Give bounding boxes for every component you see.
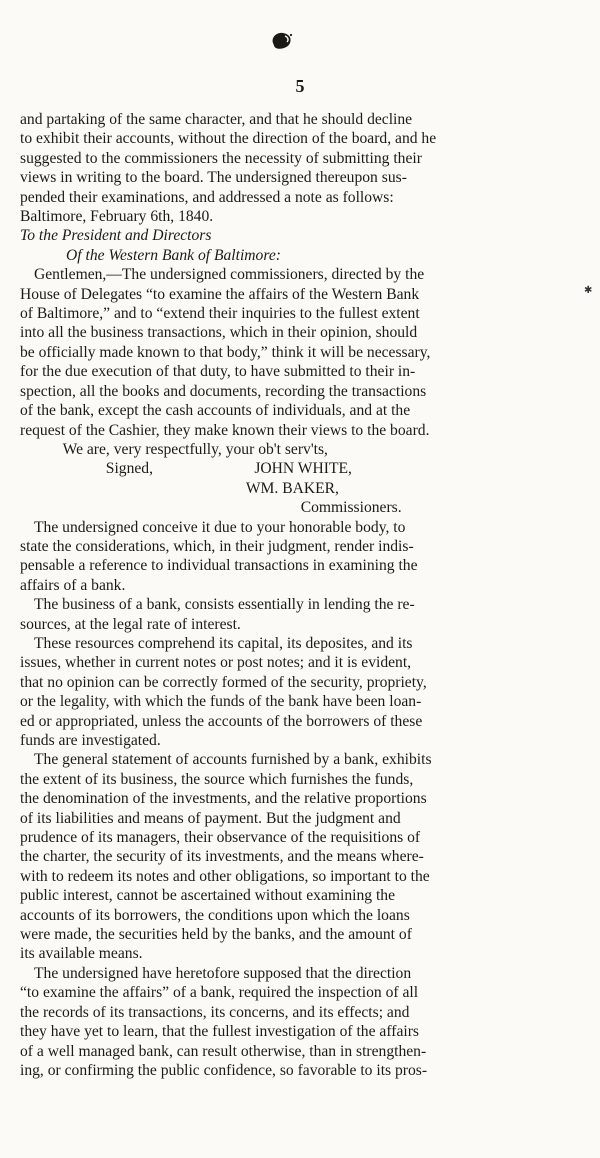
text-block [20,246,524,265]
page-number: 5 [295,76,305,96]
text-line: that no opinion can be correctly formed of the security, propriety, [20,673,427,691]
text-line: request of the Cashier, they make known their views to the board. [20,421,430,439]
text-line: Gentlemen,—The undersigned commissioners, directed by the [34,266,425,284]
text-line: of Baltimore,” and to “extend their inquiries to the fullest extent [20,305,420,323]
text-line: of its liabilities and means of payment. But the judgment and [20,809,401,827]
text-line: pensable a reference to individual transactions in examining the [20,557,418,575]
text-line: ing, or confirming the public confidence, so favorable to its pros- [20,1061,428,1079]
text-line: of a well managed bank, can result otherwise, than in strengthen- [20,1042,427,1060]
text-line: the denomination of the investments, and the relative proportions [20,790,427,808]
text-line: sources, at the legal rate of interest. [20,615,241,633]
text-line: WM. BAKER, [20,479,339,497]
text-line: the extent of its business, the source which furnishes the funds, [20,770,414,788]
text-line: Of the Western Bank of Baltimore: [66,246,281,264]
text-block [20,964,524,1080]
text-line: The general statement of accounts furnished by a bank, exhibits [34,751,432,769]
body-text [20,110,524,1080]
text-line: for the due execution of that duty, to have submitted to their in- [20,363,416,381]
text-block [20,634,524,750]
text-block [20,750,524,963]
text-line: be officially made known to that body,” think it will be necessary, [20,343,431,361]
text-line: spection, all the books and documents, recording the transactions [20,382,427,400]
text-line: Baltimore, February 6th, 1840. [20,208,214,226]
text-line: the records of its transactions, its concerns, and its effects; and [20,1003,410,1021]
text-line: were made, the securities held by the banks, and the amount of [20,926,412,944]
text-line: funds are investigated. [20,732,161,749]
text-block [20,518,524,596]
text-line: state the considerations, which, in their judgment, render indis- [20,537,414,555]
text-line: and partaking of the same character, and that he should decline [20,111,413,128]
text-line: The undersigned have heretofore supposed that the direction [34,964,412,982]
text-line: affairs of a bank. [20,576,126,594]
text-line: issues, whether in current notes or post notes; and it is evident, [20,654,412,672]
text-line: accounts of its borrowers, the conditions upon which the loans [20,906,410,924]
text-block [20,595,524,634]
text-block [20,110,524,207]
margin-mark-icon: ✱ [584,285,593,296]
text-line: pended their examinations, and addressed a note as follows: [20,188,394,206]
text-line: Signed, JOHN WHITE, [20,460,352,478]
text-line: views in writing to the board. The undersigned thereupon sus- [20,169,407,187]
text-line: The business of a bank, consists essentially in lending the re- [34,596,415,614]
text-line: to exhibit their accounts, without the direction of the board, and he [20,130,437,148]
text-line: These resources comprehend its capital, its deposites, and its [34,634,413,652]
text-line: the charter, the security of its investments, and the means where- [20,848,424,866]
text-block [20,440,524,518]
ink-blot-icon [268,30,294,52]
text-line: with to redeem its notes and other obligations, so important to the [20,867,430,885]
text-line: The undersigned conceive it due to your honorable body, to [34,518,406,536]
text-line: House of Delegates “to examine the affairs of the Western Bank [20,285,420,303]
text-line: To the President and Directors [20,227,212,245]
text-line: of the bank, except the cash accounts of individuals, and at the [20,402,411,420]
text-line: its available means. [20,945,143,963]
text-line: into all the business transactions, which in their opinion, should [20,324,418,342]
text-block [20,265,524,440]
text-line: prudence of its managers, their observance of the requisitions of [20,829,421,847]
text-block [20,207,524,226]
text-block [20,226,524,245]
text-line: suggested to the commissioners the necessity of submitting their [20,149,422,167]
text-line: Commissioners. [20,499,402,517]
text-line: they have yet to learn, that the fullest investigation of the affairs [20,1023,419,1041]
text-line: We are, very respectfully, your ob't serv'ts, [20,440,328,458]
text-line: ed or appropriated, unless the accounts of the borrowers of these [20,712,423,730]
text-line: public interest, cannot be ascertained without examining the [20,887,395,905]
text-line: “to examine the affairs” of a bank, required the inspection of all [20,984,419,1002]
text-line: or the legality, with which the funds of the bank have been loan- [20,693,422,711]
